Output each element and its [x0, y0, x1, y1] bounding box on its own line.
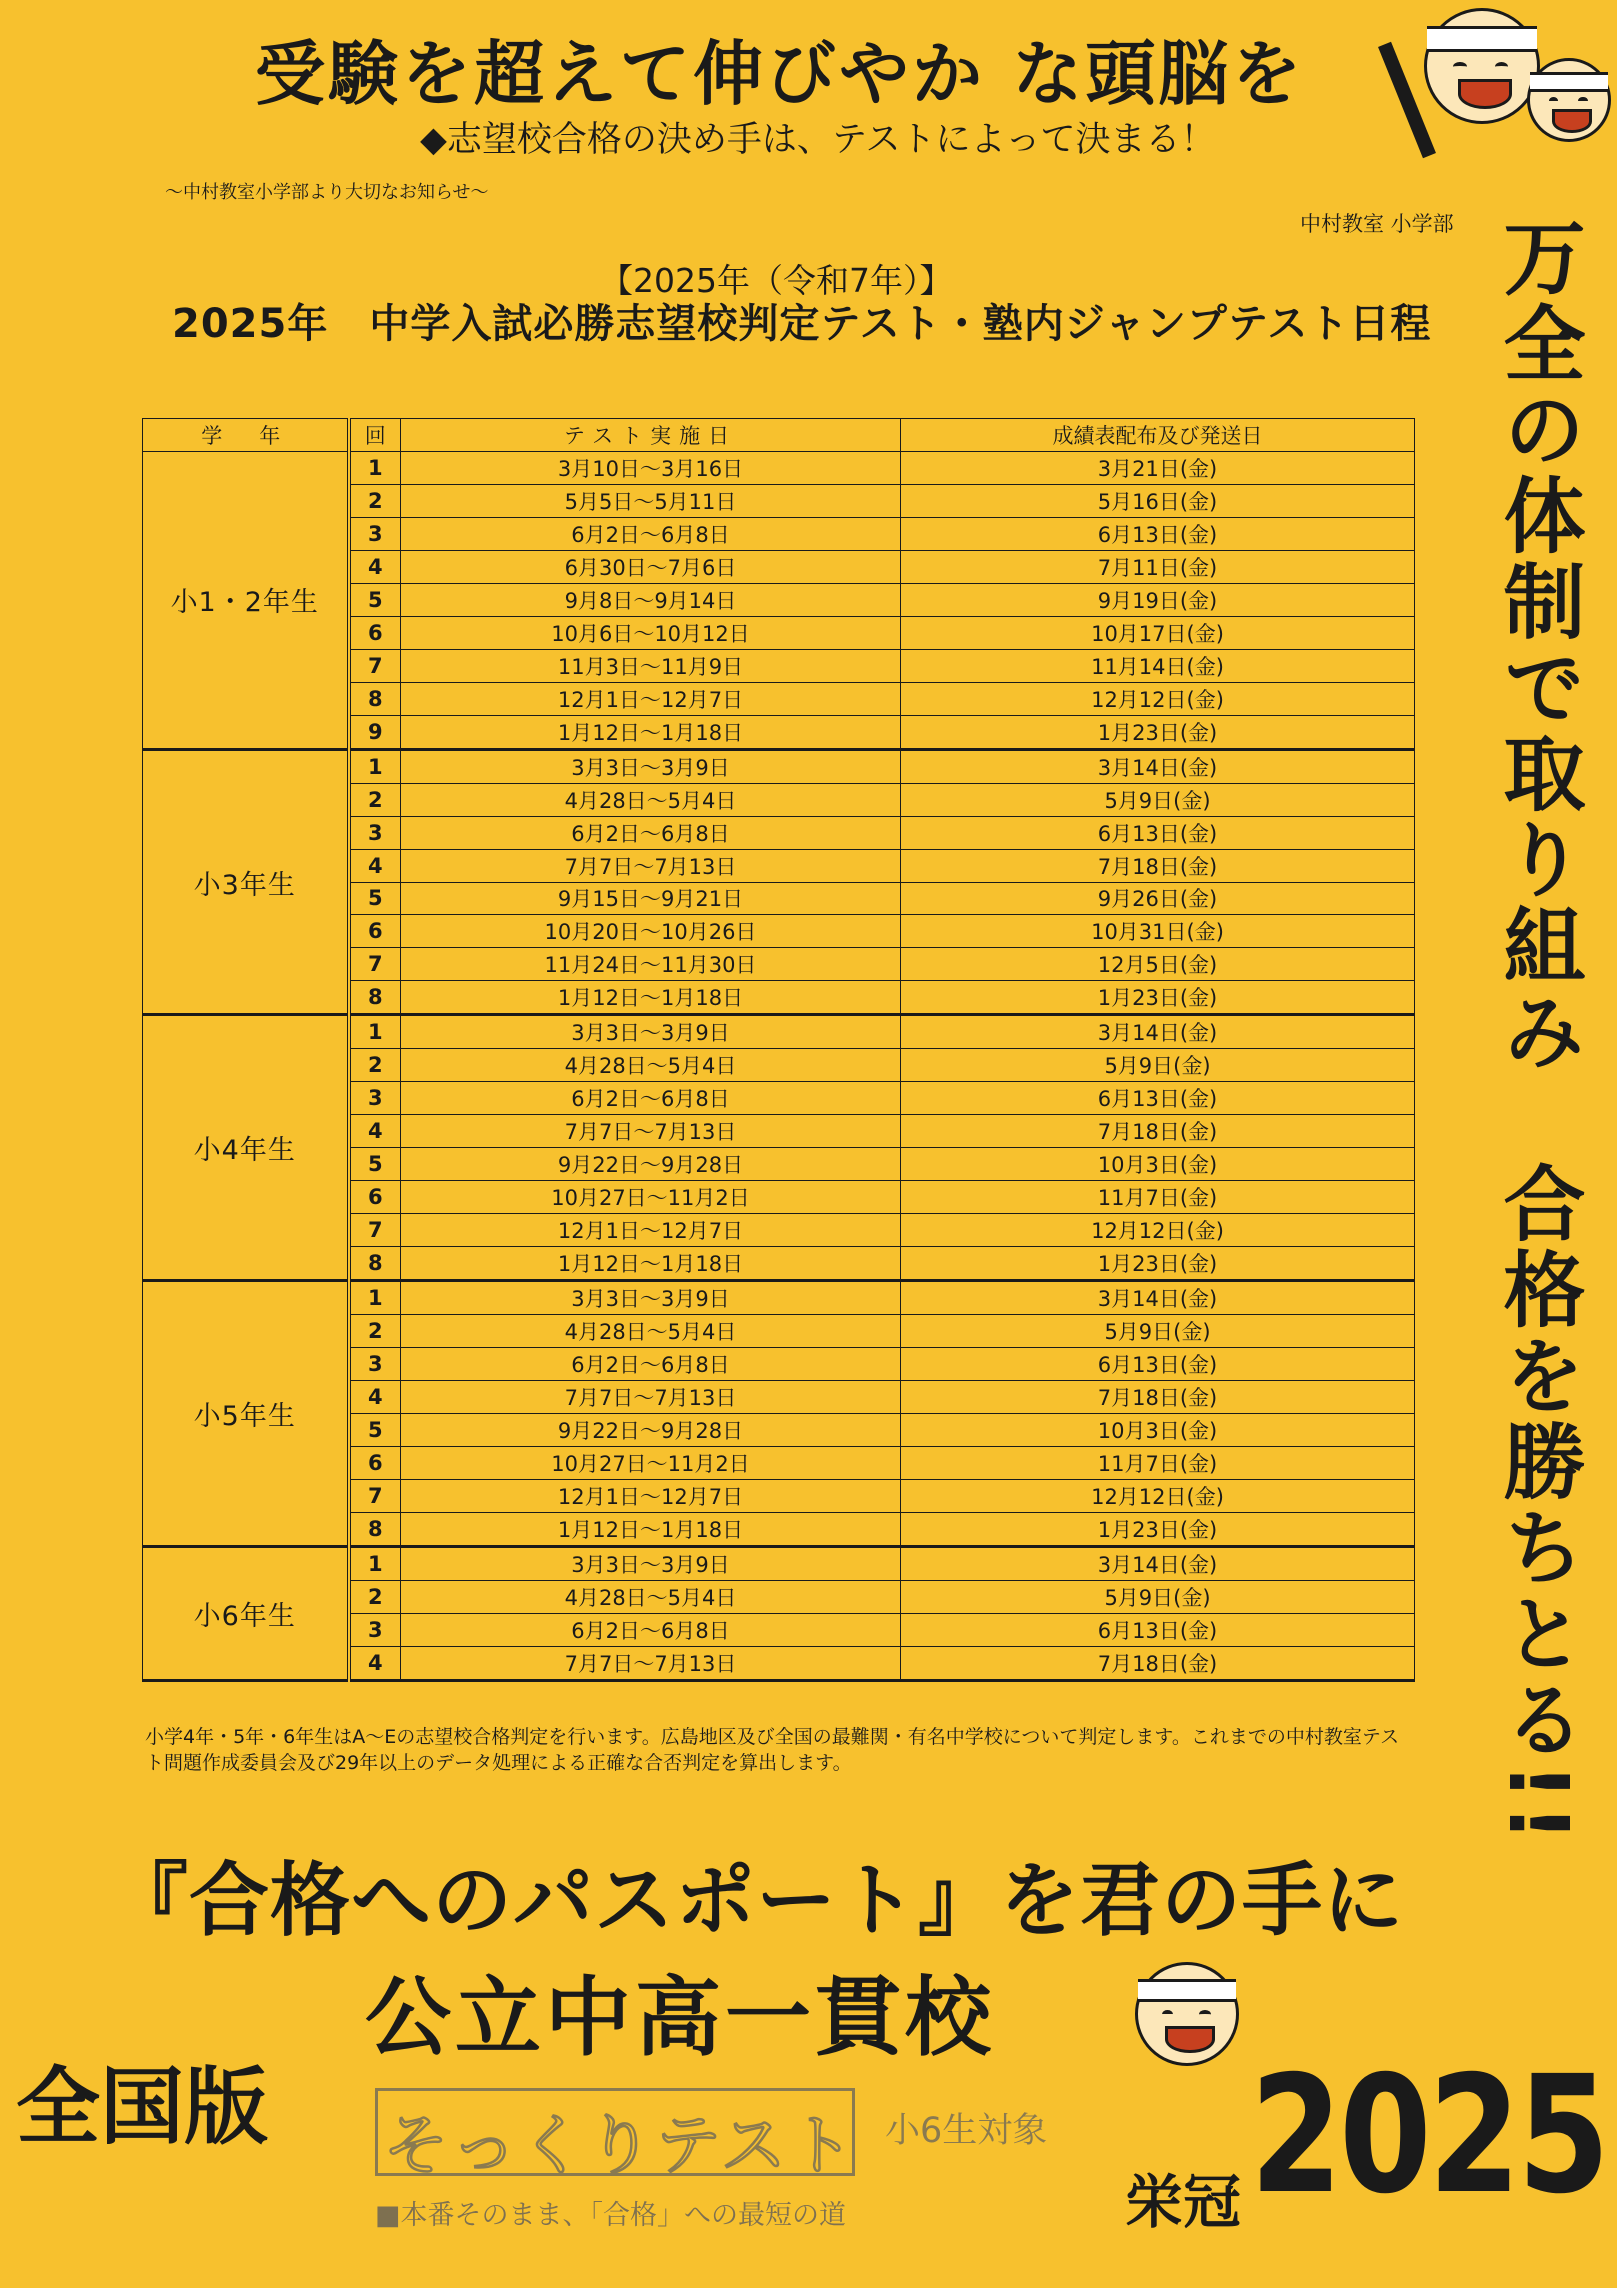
round-cell: 7 — [349, 1479, 401, 1512]
test-date-cell: 9月8日～9月14日 — [401, 583, 901, 616]
round-cell: 8 — [349, 1512, 401, 1546]
round-cell: 3 — [349, 1613, 401, 1646]
report-date-cell: 6月13日(金) — [901, 1613, 1415, 1646]
test-date-cell: 12月1日～12月7日 — [401, 1214, 901, 1247]
table-row — [143, 1281, 1415, 1315]
round-cell: 2 — [349, 783, 401, 816]
round-cell: 8 — [349, 981, 401, 1015]
round-cell: 8 — [349, 1247, 401, 1281]
grade-cell: 小5年生 — [143, 1281, 349, 1547]
round-cell: 6 — [349, 915, 401, 948]
round-cell: 3 — [349, 517, 401, 550]
report-date-cell: 5月9日(金) — [901, 1049, 1415, 1082]
report-date-cell: 6月13日(金) — [901, 816, 1415, 849]
year-label: 【2025年（令和7年）】 — [600, 261, 953, 300]
test-date-cell: 10月20日～10月26日 — [401, 915, 901, 948]
round-cell: 5 — [349, 882, 401, 915]
report-date-cell: 5月16日(金) — [901, 484, 1415, 517]
round-cell: 6 — [349, 1446, 401, 1479]
round-cell: 4 — [349, 550, 401, 583]
round-cell: 4 — [349, 849, 401, 882]
report-date-cell: 12月12日(金) — [901, 1214, 1415, 1247]
grade-cell: 小4年生 — [143, 1015, 349, 1281]
report-date-cell: 11月14日(金) — [901, 649, 1415, 682]
round-cell: 4 — [349, 1381, 401, 1414]
table-row — [143, 452, 1415, 485]
round-cell: 7 — [349, 948, 401, 981]
report-date-cell: 9月19日(金) — [901, 583, 1415, 616]
round-cell: 1 — [349, 1546, 401, 1580]
round-cell: 1 — [349, 1015, 401, 1049]
report-date-cell: 10月3日(金) — [901, 1148, 1415, 1181]
report-date-cell: 6月13日(金) — [901, 1082, 1415, 1115]
report-date-cell: 1月23日(金) — [901, 715, 1415, 749]
public-school-headline: 公立中高一貫校 — [365, 1968, 995, 2068]
test-date-cell: 1月12日～1月18日 — [401, 981, 901, 1015]
test-date-cell: 4月28日～5月4日 — [401, 1315, 901, 1348]
round-cell: 2 — [349, 1315, 401, 1348]
round-cell: 3 — [349, 816, 401, 849]
report-date-cell: 12月12日(金) — [901, 1479, 1415, 1512]
test-date-cell: 6月2日～6月8日 — [401, 1613, 901, 1646]
test-date-cell: 9月15日～9月21日 — [401, 882, 901, 915]
round-cell: 8 — [349, 682, 401, 715]
round-cell: 1 — [349, 452, 401, 485]
schedule-title: 2025年 中学入試必勝志望校判定テスト・塾内ジャンプテスト日程 — [172, 301, 1432, 347]
table-header-row — [143, 419, 1415, 452]
target-grade: 小6生対象 — [885, 2111, 1048, 2151]
test-date-cell: 6月2日～6月8日 — [401, 816, 901, 849]
grade-cell: 小1・2年生 — [143, 452, 349, 750]
round-cell: 2 — [349, 484, 401, 517]
test-date-cell: 6月30日～7月6日 — [401, 550, 901, 583]
report-date-cell: 1月23日(金) — [901, 1247, 1415, 1281]
round-cell: 1 — [349, 749, 401, 783]
col-header-grade: 学 年 — [143, 419, 349, 452]
report-date-cell: 3月21日(金) — [901, 452, 1415, 485]
report-date-cell: 1月23日(金) — [901, 1512, 1415, 1546]
table-row — [143, 1546, 1415, 1580]
col-header-report-date: 成績表配布及び発送日 — [901, 419, 1415, 452]
test-date-cell: 12月1日～12月7日 — [401, 682, 901, 715]
year-big: 2025 — [1250, 2042, 1607, 2230]
report-date-cell: 11月7日(金) — [901, 1446, 1415, 1479]
test-date-cell: 10月27日～11月2日 — [401, 1446, 901, 1479]
round-cell: 4 — [349, 1115, 401, 1148]
test-date-cell: 3月3日～3月9日 — [401, 1546, 901, 1580]
headline: 受験を超えて伸びやか な頭脳を — [255, 33, 1305, 115]
report-date-cell: 3月14日(金) — [901, 749, 1415, 783]
col-header-round: 回 — [349, 419, 401, 452]
notice-text: ～中村教室小学部より大切なお知らせ～ — [165, 182, 489, 203]
test-date-cell: 11月24日～11月30日 — [401, 948, 901, 981]
test-date-cell: 3月10日～3月16日 — [401, 452, 901, 485]
report-date-cell: 3月14日(金) — [901, 1281, 1415, 1315]
test-date-cell: 1月12日～1月18日 — [401, 1247, 901, 1281]
test-date-cell: 4月28日～5月4日 — [401, 783, 901, 816]
test-date-cell: 4月28日～5月4日 — [401, 1580, 901, 1613]
national-edition: 全国版 — [16, 2058, 269, 2156]
test-date-cell: 6月2日～6月8日 — [401, 517, 901, 550]
test-date-cell: 1月12日～1月18日 — [401, 1512, 901, 1546]
test-date-cell: 3月3日～3月9日 — [401, 1015, 901, 1049]
shortest-path-text: ■本番そのまま、「合格」への最短の道 — [375, 2200, 847, 2231]
test-date-cell: 3月3日～3月9日 — [401, 1281, 901, 1315]
subheadline: ◆志望校合格の決め手は、テストによって決まる！ — [420, 120, 1216, 160]
report-date-cell: 5月9日(金) — [901, 783, 1415, 816]
test-date-cell: 10月27日～11月2日 — [401, 1181, 901, 1214]
round-cell: 1 — [349, 1281, 401, 1315]
table-row — [143, 749, 1415, 783]
round-cell: 9 — [349, 715, 401, 749]
report-date-cell: 12月5日(金) — [901, 948, 1415, 981]
test-date-cell: 1月12日～1月18日 — [401, 715, 901, 749]
round-cell: 5 — [349, 1414, 401, 1447]
report-date-cell: 7月18日(金) — [901, 1646, 1415, 1680]
report-date-cell: 10月17日(金) — [901, 616, 1415, 649]
test-date-cell: 9月22日～9月28日 — [401, 1414, 901, 1447]
round-cell: 4 — [349, 1646, 401, 1680]
table-row — [143, 1015, 1415, 1049]
report-date-cell: 7月11日(金) — [901, 550, 1415, 583]
round-cell: 3 — [349, 1348, 401, 1381]
note-text: 小学4年・5年・6年生はA～Eの志望校合格判定を行います。広島地区及び全国の最難関・有名中学校について判定します。これまでの中村教室テスト問題作成委員会及び29年以上のデータ処理による正確な合否判定を算出します。 — [145, 1726, 1400, 1774]
report-date-cell: 9月26日(金) — [901, 882, 1415, 915]
round-cell: 3 — [349, 1082, 401, 1115]
round-cell: 2 — [349, 1049, 401, 1082]
test-date-cell: 9月22日～9月28日 — [401, 1148, 901, 1181]
col-header-test-date: テスト実施日 — [401, 419, 901, 452]
report-date-cell: 10月3日(金) — [901, 1414, 1415, 1447]
test-date-cell: 7月7日～7月13日 — [401, 849, 901, 882]
report-date-cell: 10月31日(金) — [901, 915, 1415, 948]
test-date-cell: 7月7日～7月13日 — [401, 1381, 901, 1414]
report-date-cell: 5月9日(金) — [901, 1580, 1415, 1613]
round-cell: 7 — [349, 1214, 401, 1247]
test-date-cell: 6月2日～6月8日 — [401, 1082, 901, 1115]
sokkuri-test-title: そっくりテスト — [383, 2107, 857, 2184]
round-cell: 6 — [349, 1181, 401, 1214]
report-date-cell: 7月18日(金) — [901, 1115, 1415, 1148]
mascot-illustration-small — [1527, 58, 1611, 142]
report-date-cell: 6月13日(金) — [901, 1348, 1415, 1381]
round-cell: 5 — [349, 1148, 401, 1181]
eikan-label: 栄冠 — [1125, 2168, 1242, 2236]
mascot-illustration-bottom — [1135, 1962, 1239, 2066]
report-date-cell: 12月12日(金) — [901, 682, 1415, 715]
round-cell: 5 — [349, 583, 401, 616]
test-date-cell: 4月28日～5月4日 — [401, 1049, 901, 1082]
report-date-cell: 1月23日(金) — [901, 981, 1415, 1015]
schedule-table — [142, 418, 1415, 1682]
report-date-cell: 11月7日(金) — [901, 1181, 1415, 1214]
grade-cell: 小6年生 — [143, 1546, 349, 1680]
report-date-cell: 7月18日(金) — [901, 1381, 1415, 1414]
passport-headline: 『合格へのパスポート』を君の手に — [108, 1854, 1404, 1947]
test-date-cell: 7月7日～7月13日 — [401, 1646, 901, 1680]
round-cell: 2 — [349, 1580, 401, 1613]
report-date-cell: 6月13日(金) — [901, 517, 1415, 550]
test-date-cell: 5月5日～5月11日 — [401, 484, 901, 517]
vertical-slogan: 万全の体制で取り組み 合格を勝ちとる!! — [1490, 215, 1585, 1846]
grade-cell: 小3年生 — [143, 749, 349, 1015]
report-date-cell: 3月14日(金) — [901, 1015, 1415, 1049]
school-name: 中村教室 小学部 — [1300, 212, 1454, 236]
round-cell: 6 — [349, 616, 401, 649]
report-date-cell: 3月14日(金) — [901, 1546, 1415, 1580]
test-date-cell: 3月3日～3月9日 — [401, 749, 901, 783]
test-date-cell: 7月7日～7月13日 — [401, 1115, 901, 1148]
test-date-cell: 11月3日～11月9日 — [401, 649, 901, 682]
report-date-cell: 5月9日(金) — [901, 1315, 1415, 1348]
mascot-illustration — [1424, 8, 1540, 124]
test-date-cell: 10月6日～10月12日 — [401, 616, 901, 649]
report-date-cell: 7月18日(金) — [901, 849, 1415, 882]
test-date-cell: 6月2日～6月8日 — [401, 1348, 901, 1381]
round-cell: 7 — [349, 649, 401, 682]
test-date-cell: 12月1日～12月7日 — [401, 1479, 901, 1512]
